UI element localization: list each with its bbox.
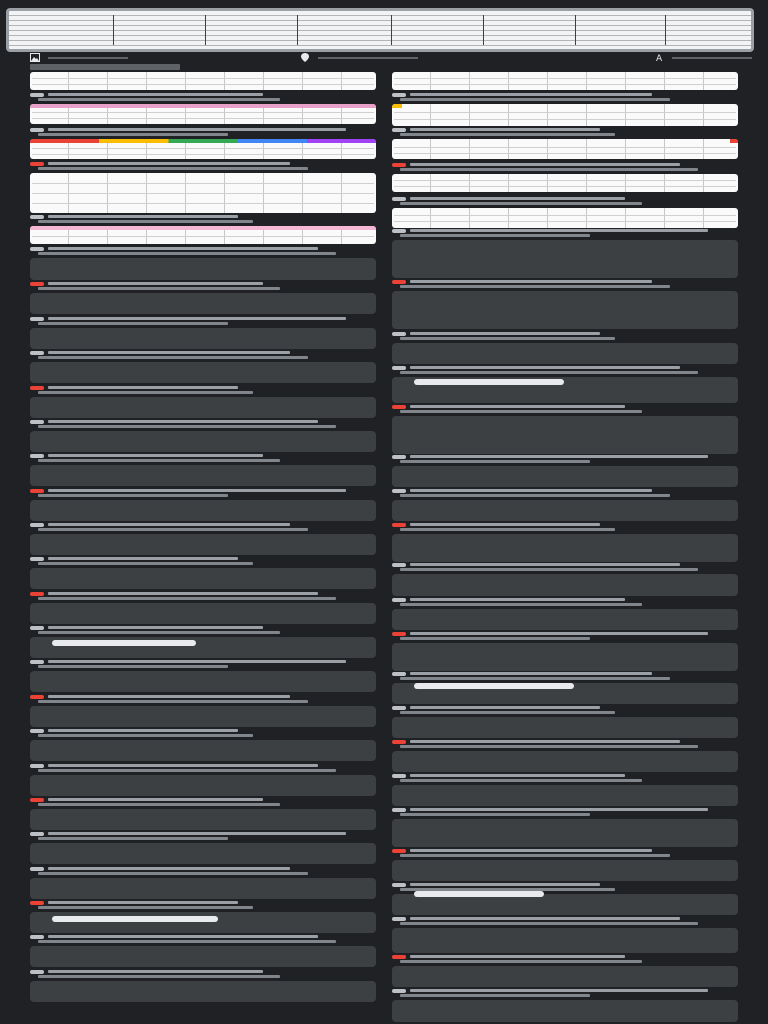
site-favicon: [392, 455, 406, 459]
result-title-redacted[interactable]: [48, 592, 318, 595]
result-card[interactable]: [30, 568, 376, 589]
result-card[interactable]: [392, 343, 738, 364]
result-snippet-redacted: [38, 803, 280, 806]
result-snippet-redacted: [400, 677, 670, 680]
result-title-redacted[interactable]: [410, 489, 652, 492]
result-snippet-redacted: [400, 854, 670, 857]
result-snippet-redacted: [38, 562, 253, 565]
site-favicon: [30, 317, 44, 321]
site-favicon: [30, 454, 44, 458]
site-favicon: [392, 366, 406, 370]
result-snippet-redacted: [400, 813, 590, 816]
result-title-redacted[interactable]: [410, 955, 625, 958]
result-title-redacted[interactable]: [410, 632, 708, 635]
site-favicon: [30, 798, 44, 802]
result-title-redacted[interactable]: [48, 798, 263, 801]
result-title-redacted[interactable]: [48, 660, 346, 663]
result-title-redacted[interactable]: [48, 386, 238, 389]
result-snippet-redacted: [38, 837, 228, 840]
result-snippet-redacted: [400, 98, 670, 101]
result-snippet-redacted: [38, 459, 280, 462]
site-favicon: [30, 660, 44, 664]
site-favicon: [30, 351, 44, 355]
result-snippet-redacted: [400, 922, 698, 925]
result-snippet-redacted: [38, 391, 253, 394]
site-favicon: [30, 832, 44, 836]
result-card[interactable]: [392, 466, 738, 487]
site-favicon: [30, 128, 44, 132]
price-tag-redacted[interactable]: [52, 916, 218, 922]
image-thumbnail[interactable]: [392, 139, 738, 159]
site-favicon: [392, 229, 406, 233]
result-title-redacted[interactable]: [48, 93, 263, 96]
result-card[interactable]: [392, 751, 738, 772]
result-card[interactable]: [392, 643, 738, 671]
result-card[interactable]: [30, 534, 376, 555]
site-favicon: [392, 93, 406, 97]
result-card[interactable]: [392, 785, 738, 806]
result-card[interactable]: [392, 860, 738, 881]
result-card[interactable]: [30, 258, 376, 280]
result-title-redacted[interactable]: [48, 695, 290, 698]
result-card[interactable]: [30, 878, 376, 899]
site-favicon: [392, 598, 406, 602]
result-snippet-redacted: [38, 872, 308, 875]
result-card[interactable]: [392, 240, 738, 278]
site-favicon: [30, 489, 44, 493]
result-card[interactable]: [30, 465, 376, 486]
result-card[interactable]: [392, 1000, 738, 1022]
result-card[interactable]: [30, 981, 376, 1002]
result-title-redacted[interactable]: [48, 729, 238, 732]
site-favicon: [392, 808, 406, 812]
result-snippet-redacted: [400, 779, 642, 782]
result-snippet-redacted: [400, 603, 642, 606]
result-title-redacted[interactable]: [48, 832, 346, 835]
result-title-redacted[interactable]: [410, 989, 708, 992]
site-favicon: [392, 405, 406, 409]
hero-image[interactable]: [6, 8, 754, 52]
result-card[interactable]: [30, 706, 376, 727]
result-title-redacted[interactable]: [48, 162, 290, 165]
result-card[interactable]: [30, 431, 376, 452]
image-thumbnail[interactable]: [392, 174, 738, 192]
site-favicon: [392, 197, 406, 201]
result-card[interactable]: [30, 328, 376, 349]
result-title-redacted[interactable]: [410, 163, 680, 166]
image-icon[interactable]: [30, 53, 40, 62]
result-snippet-redacted: [38, 906, 253, 909]
result-snippet-redacted: [38, 98, 280, 101]
price-tag-redacted[interactable]: [414, 379, 564, 385]
result-title-redacted[interactable]: [48, 420, 318, 423]
result-snippet-redacted: [400, 285, 670, 288]
result-title-redacted[interactable]: [410, 332, 600, 335]
site-favicon: [392, 489, 406, 493]
result-card[interactable]: [392, 717, 738, 738]
result-card[interactable]: [392, 291, 738, 329]
result-title-redacted[interactable]: [410, 455, 708, 458]
result-title-redacted[interactable]: [48, 282, 263, 285]
result-snippet-redacted: [38, 252, 336, 255]
site-favicon: [30, 282, 44, 286]
result-snippet-redacted: [400, 637, 590, 640]
result-snippet-redacted: [38, 220, 253, 223]
result-card[interactable]: [392, 534, 738, 562]
site-favicon: [30, 729, 44, 733]
result-title-redacted[interactable]: [410, 229, 708, 232]
result-snippet-redacted: [400, 234, 590, 237]
site-favicon: [30, 935, 44, 939]
site-favicon: [392, 955, 406, 959]
result-card[interactable]: [392, 966, 738, 987]
result-title-redacted[interactable]: [48, 351, 290, 354]
result-title-redacted[interactable]: [410, 808, 708, 811]
result-title-redacted[interactable]: [48, 247, 318, 250]
result-snippet-redacted: [38, 322, 228, 325]
result-title-redacted[interactable]: [48, 935, 318, 938]
site-favicon: [392, 706, 406, 710]
result-snippet-redacted: [400, 371, 698, 374]
image-thumbnail[interactable]: [392, 104, 738, 126]
result-title-redacted[interactable]: [48, 626, 263, 629]
result-snippet-redacted: [400, 337, 615, 340]
result-card[interactable]: [392, 928, 738, 953]
result-title-redacted[interactable]: [410, 280, 652, 283]
image-thumbnail[interactable]: [392, 72, 738, 90]
result-card[interactable]: [30, 293, 376, 314]
site-favicon: [30, 215, 44, 219]
result-snippet-redacted: [38, 734, 253, 737]
site-favicon: [30, 867, 44, 871]
result-snippet-redacted: [38, 665, 228, 668]
site-favicon: [392, 917, 406, 921]
result-snippet-redacted: [38, 700, 308, 703]
result-snippet-redacted: [400, 711, 615, 714]
result-title-redacted[interactable]: [48, 489, 346, 492]
price-tag-redacted[interactable]: [414, 891, 544, 897]
result-card[interactable]: [392, 609, 738, 630]
site-favicon: [30, 764, 44, 768]
result-title-redacted[interactable]: [48, 764, 318, 767]
result-card[interactable]: [392, 574, 738, 596]
result-snippet-redacted: [400, 745, 698, 748]
image-thumbnail[interactable]: [30, 72, 376, 90]
result-snippet-redacted: [400, 528, 615, 531]
result-snippet-redacted: [38, 356, 308, 359]
result-title-redacted[interactable]: [410, 366, 680, 369]
site-favicon: [392, 563, 406, 567]
site-favicon: [392, 523, 406, 527]
result-snippet-redacted: [400, 994, 590, 997]
site-favicon: [392, 672, 406, 676]
svg-text:A: A: [656, 54, 663, 62]
site-favicon: [392, 632, 406, 636]
site-favicon: [392, 163, 406, 167]
result-snippet-redacted: [38, 133, 228, 136]
result-snippet-redacted: [38, 975, 280, 978]
result-snippet-redacted: [38, 597, 336, 600]
result-title-redacted[interactable]: [410, 128, 600, 131]
translate-icon[interactable]: [656, 53, 666, 62]
result-card[interactable]: [30, 362, 376, 383]
site-favicon: [392, 280, 406, 284]
result-title-redacted[interactable]: [410, 774, 625, 777]
result-card[interactable]: [30, 740, 376, 761]
result-title-redacted[interactable]: [48, 454, 263, 457]
site-favicon: [30, 523, 44, 527]
result-snippet-redacted: [400, 494, 670, 497]
site-favicon: [30, 247, 44, 251]
result-title-redacted[interactable]: [410, 197, 625, 200]
result-title-redacted[interactable]: [410, 523, 600, 526]
site-favicon: [30, 386, 44, 390]
site-favicon: [392, 332, 406, 336]
result-title-redacted[interactable]: [410, 706, 600, 709]
result-card[interactable]: [392, 819, 738, 847]
price-tag-redacted[interactable]: [414, 683, 574, 689]
result-title-redacted[interactable]: [410, 672, 652, 675]
result-card[interactable]: [30, 946, 376, 967]
result-snippet-redacted: [38, 167, 308, 170]
result-title-redacted[interactable]: [410, 93, 652, 96]
site-favicon: [30, 162, 44, 166]
site-favicon: [392, 849, 406, 853]
result-snippet-redacted: [400, 960, 642, 963]
result-card[interactable]: [392, 500, 738, 521]
result-snippet-redacted: [38, 528, 308, 531]
result-card[interactable]: [30, 500, 376, 521]
site-favicon: [30, 93, 44, 97]
result-title-redacted[interactable]: [48, 557, 238, 560]
result-card[interactable]: [392, 416, 738, 454]
tools-bar: [30, 52, 760, 64]
site-favicon: [392, 128, 406, 132]
result-card[interactable]: [30, 671, 376, 692]
result-card[interactable]: [30, 603, 376, 624]
site-favicon: [30, 970, 44, 974]
image-thumbnail[interactable]: [30, 226, 376, 244]
result-card[interactable]: [392, 894, 738, 915]
site-favicon: [30, 695, 44, 699]
result-title-redacted[interactable]: [48, 523, 290, 526]
result-card[interactable]: [30, 843, 376, 864]
image-thumbnail[interactable]: [30, 139, 376, 159]
result-title-redacted[interactable]: [410, 740, 680, 743]
section-heading: [30, 64, 180, 70]
result-snippet-redacted: [400, 410, 642, 413]
site-favicon: [30, 626, 44, 630]
site-favicon: [392, 774, 406, 778]
site-favicon: [30, 557, 44, 561]
result-title-redacted[interactable]: [48, 970, 263, 973]
result-snippet-redacted: [38, 425, 336, 428]
result-snippet-redacted: [400, 568, 698, 571]
image-thumbnail[interactable]: [30, 173, 376, 213]
site-favicon: [30, 592, 44, 596]
result-title-redacted[interactable]: [48, 215, 238, 218]
result-snippet-redacted: [38, 631, 280, 634]
result-title-redacted[interactable]: [410, 917, 680, 920]
result-title-redacted[interactable]: [410, 883, 600, 886]
result-title-redacted[interactable]: [48, 901, 238, 904]
result-title-redacted[interactable]: [48, 317, 346, 320]
result-snippet-redacted: [400, 168, 698, 171]
result-title-redacted[interactable]: [48, 128, 346, 131]
result-title-redacted[interactable]: [410, 405, 625, 408]
image-thumbnail[interactable]: [392, 208, 738, 228]
result-card[interactable]: [30, 809, 376, 830]
result-card[interactable]: [30, 775, 376, 796]
result-snippet-redacted: [38, 287, 280, 290]
result-snippet-redacted: [38, 940, 336, 943]
result-snippet-redacted: [400, 133, 615, 136]
site-favicon: [30, 901, 44, 905]
price-tag-redacted[interactable]: [52, 640, 196, 646]
site-favicon: [392, 883, 406, 887]
image-thumbnail[interactable]: [30, 104, 376, 124]
site-favicon: [392, 989, 406, 993]
result-snippet-redacted: [400, 202, 642, 205]
result-card[interactable]: [30, 397, 376, 418]
result-title-redacted[interactable]: [410, 563, 680, 566]
result-title-redacted[interactable]: [410, 598, 625, 601]
site-favicon: [392, 740, 406, 744]
pin-icon[interactable]: [300, 53, 310, 62]
site-favicon: [30, 420, 44, 424]
result-snippet-redacted: [38, 769, 336, 772]
result-snippet-redacted: [400, 460, 590, 463]
result-title-redacted[interactable]: [410, 849, 652, 852]
result-snippet-redacted: [38, 494, 228, 497]
result-title-redacted[interactable]: [48, 867, 290, 870]
